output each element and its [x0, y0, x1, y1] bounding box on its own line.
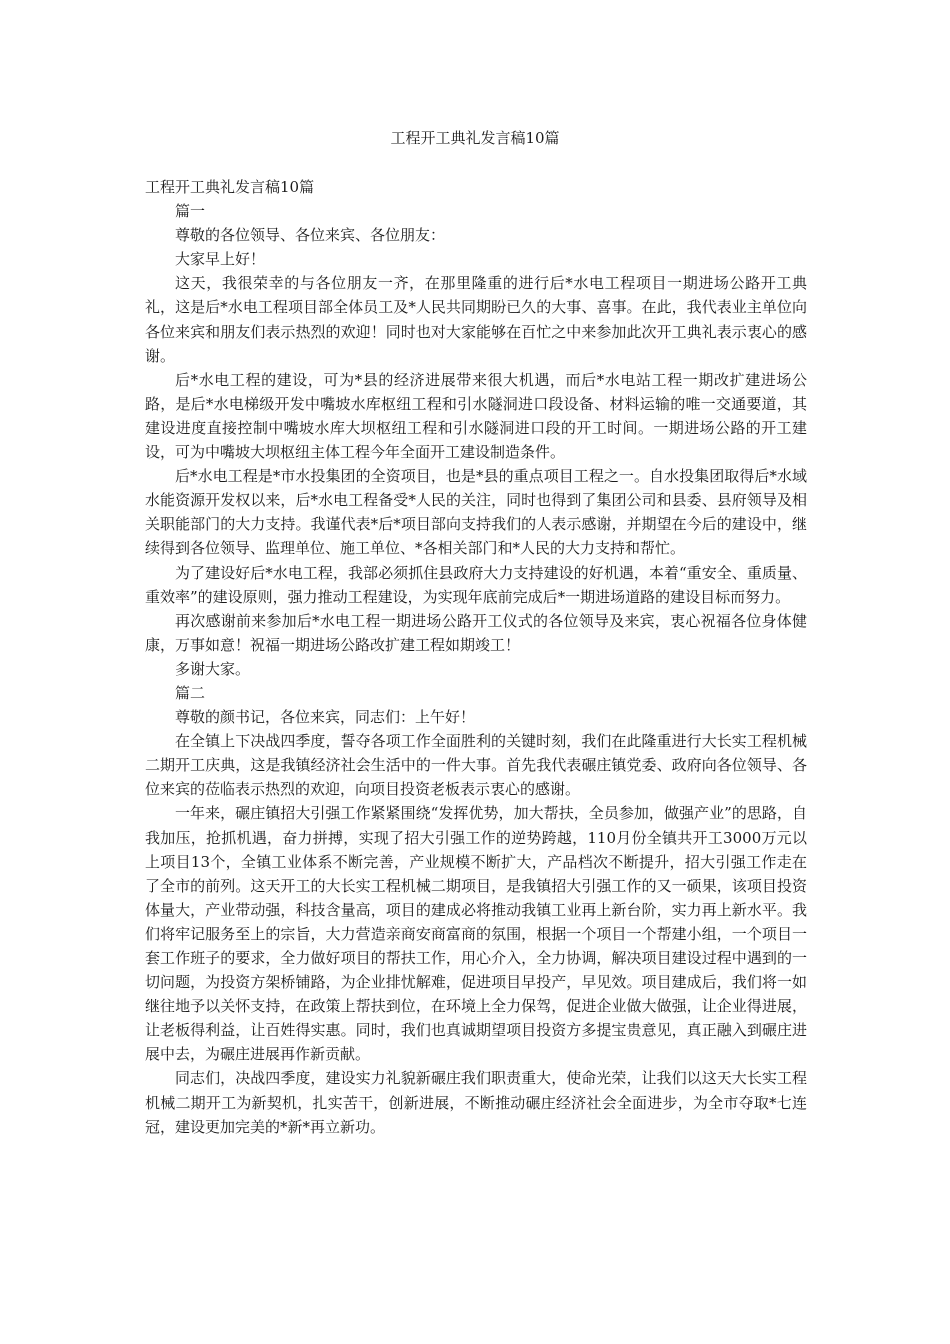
salutation-1: 尊敬的各位领导、各位来宾、各位朋友： — [175, 226, 446, 245]
document-title: 工程开工典礼发言稿10篇 — [390, 129, 560, 147]
paragraph: 一年来，碾庄镇招大引强工作紧紧围绕“发挥优势，加大帮扶，全员参加，做强产业”的思路，自我加压，抢抓机遇，奋力拼搏，实现了招大引强工作的逆势跨越，110月份全镇共开工3000万元以上项目13个，全镇工业体系不断完善，产业规模不断扩大，产品档次不断提升，招大引强工作走在了全市的前列。这天开工的大长实工程机械二期项目，是我镇招大引强工作的又一硕果，该项目投资体量大，产业带动强，科技含量高，项目的建成必将推动我镇工业再上新台阶，实力再上新水平。我们将牢记服务至上的宗旨，大力营造亲商安商富商的氛围，根据一个项目一个帮建小组，一个项目一套工作班子的要求，全力做好项目的帮扶工作，用心介入，全力协调，解决项目建设过程中遇到的一切问题，为投资方架桥铺路，为企业排忧解难，促进项目早投产，早见效。项目建成后，我们将一如继往地予以关怀支持，在政策上帮扶到位，在环境上全力保驾，促进企业做大做强，让企业得进展，让老板得利益，让百姓得实惠。同时，我们也真诚期望项目投资方多提宝贵意见，真正融入到碾庄进展中去，为碾庄进展再作新贡献。 — [145, 804, 807, 1064]
paragraph: 为了建设好后*水电工程，我部必须抓住县政府大力支持建设的好机遇，本着“重安全、重质量、重效率”的建设原则，强力推动工程建设，为实现年底前完成后*一期进场道路的建设目标而努力。 — [145, 563, 807, 606]
closing-1: 多谢大家。 — [175, 659, 251, 678]
salutation-2: 尊敬的颜书记，各位来宾，同志们：上午好！ — [175, 708, 476, 727]
section-heading-2: 篇二 — [175, 683, 206, 702]
paragraph: 这天，我很荣幸的与各位朋友一齐，在那里隆重的进行后*水电工程项目一期进场公路开工典礼，这是后*水电工程项目部全体员工及*人民共同期盼已久的大事、喜事。在此，我代表业主单位向各位来宾和朋友们表示热烈的欢迎！同时也对大家能够在百忙之中来参加此次开工典礼表示衷心的感谢。 — [145, 274, 807, 365]
document-subtitle: 工程开工典礼发言稿10篇 — [145, 178, 315, 196]
paragraph: 同志们，决战四季度，建设实力礼貌新碾庄我们职责重大，使命光荣，让我们以这天大长实工程机械二期开工为新契机，扎实苦干，创新进展，不断推动碾庄经济社会全面进步，为全市夺取*七连冠，建设更加完美的*新*再立新功。 — [145, 1069, 807, 1136]
paragraph: 后*水电工程是*市水投集团的全资项目，也是*县的重点项目工程之一。自水投集团取得后*水域水能资源开发权以来，后*水电工程备受*人民的关注，同时也得到了集团公司和县委、县府领导及相关职能部门的大力支持。我谨代表*后*项目部向支持我们的人表示感谢，并期望在今后的建设中，继续得到各位领导、监理单位、施工单位、*各相关部门和*人民的大力支持和帮忙。 — [145, 467, 807, 558]
greeting-1: 大家早上好！ — [175, 250, 266, 269]
paragraph: 再次感谢前来参加后*水电工程一期进场公路开工仪式的各位领导及来宾，衷心祝福各位身体健康，万事如意！祝福一期进场公路改扩建工程如期竣工！ — [145, 611, 807, 654]
document-body — [145, 175, 807, 1139]
section-heading-1: 篇一 — [175, 202, 206, 221]
paragraph: 在全镇上下决战四季度，誓夺各项工作全面胜利的关键时刻，我们在此隆重进行大长实工程机械二期开工庆典，这是我镇经济社会生活中的一件大事。首先我代表碾庄镇党委、政府向各位领导、各位来宾的莅临表示热烈的欢迎，向项目投资老板表示衷心的感谢。 — [145, 732, 807, 799]
paragraph: 后*水电工程的建设，可为*县的经济进展带来很大机遇，而后*水电站工程一期改扩建进场公路，是后*水电梯级开发中嘴坡水库枢纽工程和引水隧洞进口段设备、材料运输的唯一交通要道，其建设进度直接控制中嘴坡水库大坝枢纽工程和引水隧洞进口段的开工时间。一期进场公路的开工建设，可为中嘴坡大坝枢纽主体工程今年全面开工建设制造条件。 — [145, 370, 807, 462]
